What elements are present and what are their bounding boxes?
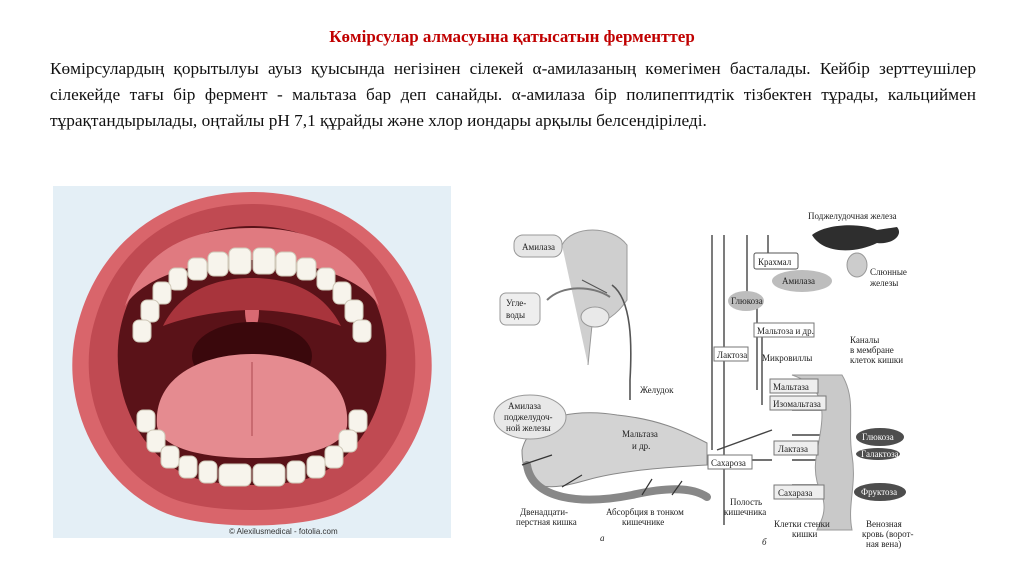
digestion-diagram xyxy=(492,205,932,555)
label-isomaltase: Изомальтаза xyxy=(773,399,821,409)
label-channels-3: клеток кишки xyxy=(850,355,904,365)
label-fructose: Фруктоза xyxy=(861,487,898,497)
panel-b xyxy=(708,211,913,549)
label-pancreatic-2: поджелудоч- xyxy=(504,412,553,422)
label-sucrose: Сахароза xyxy=(711,458,746,468)
label-lumen-2: кишечника xyxy=(724,507,767,517)
label-lactase: Лактаза xyxy=(778,444,808,454)
label-salivary-2: железы xyxy=(870,278,899,288)
label-duodenum-2: перстная кишка xyxy=(516,517,577,527)
label-amylase-a: Амилаза xyxy=(522,242,556,252)
mouth-drawing xyxy=(53,186,451,538)
label-galactose: Галактоза xyxy=(861,449,899,459)
body-paragraph: Көмірсулардың қорытылуы ауыз қуысында негізінен сілекей α-амилазаның көмегімен басталады. Кейбір зерттеушілер сілекейде тағы бір фермент - мальтаза бар деп санайды. α-амилаза бір полипептидтік тізбектен тұрады, кальциймен тұрақтандырылады, оңтайлы рН 7,1 құрайды және хлор иондары арқылы белсендіріледі. xyxy=(50,59,976,130)
label-absorption-2: кишечнике xyxy=(622,517,665,527)
label-maltose: Мальтоза и др. xyxy=(757,326,814,336)
label-stomach: Желудок xyxy=(640,385,674,395)
label-pancreatic-1: Амилаза xyxy=(508,401,542,411)
label-carbs-2: воды xyxy=(506,310,526,320)
panel-a xyxy=(494,230,707,543)
panel-a-letter: а xyxy=(600,533,605,543)
label-pancreas: Поджелудочная железа xyxy=(808,211,897,221)
digestion-diagram-svg xyxy=(492,205,932,555)
open-mouth-illustration xyxy=(53,186,451,538)
label-vein-1: Венозная xyxy=(866,519,902,529)
image-credit: © Alexilusmedical - fotolia.com xyxy=(229,527,338,536)
label-glucose-top: Глюкоза xyxy=(731,296,763,306)
label-cells-2: кишки xyxy=(792,529,818,539)
label-lumen-1: Полость xyxy=(730,497,763,507)
label-absorption-1: Абсорбция в тонком xyxy=(606,507,684,517)
label-starch: Крахмал xyxy=(758,257,792,267)
label-pancreatic-3: ной железы xyxy=(506,423,551,433)
label-lactose: Лактоза xyxy=(717,350,748,360)
label-vein-2: кровь (ворот- xyxy=(862,529,914,539)
label-glucose: Глюкоза xyxy=(862,432,894,442)
label-maltase-1: Мальтаза xyxy=(622,429,658,439)
label-sucrase: Сахараза xyxy=(778,488,813,498)
label-channels-1: Каналы xyxy=(850,335,880,345)
label-cells-1: Клетки стенки xyxy=(774,519,830,529)
label-microvilli: Микровиллы xyxy=(762,353,813,363)
label-salivary-1: Слюнные xyxy=(870,267,907,277)
label-amylase-b: Амилаза xyxy=(782,276,816,286)
slide-title: Көмірсулар алмасуына қатысатын ферменттер xyxy=(329,27,695,46)
label-duodenum-1: Двенадцати- xyxy=(520,507,569,517)
panel-b-letter: б xyxy=(762,537,767,547)
label-maltase-2: и др. xyxy=(632,441,651,451)
label-carbs-1: Угле- xyxy=(506,298,527,308)
label-vein-3: ная вена) xyxy=(866,539,902,549)
label-maltase: Мальтаза xyxy=(773,382,809,392)
label-channels-2: в мембране xyxy=(850,345,894,355)
